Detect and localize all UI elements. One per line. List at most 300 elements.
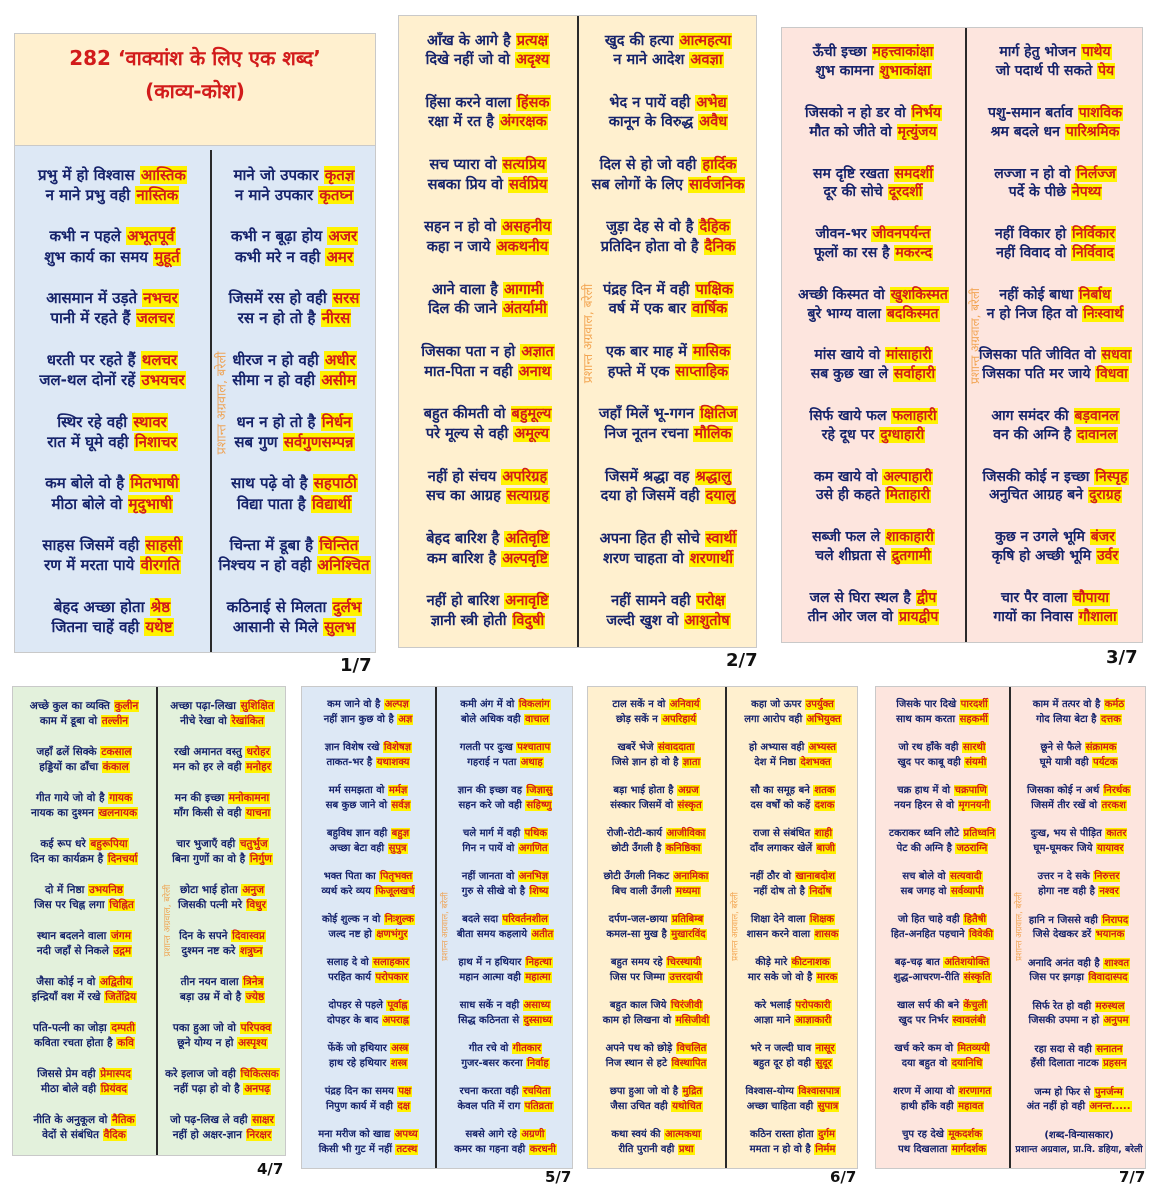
verse-line (174, 1082, 271, 1097)
verse-line (1033, 1000, 1126, 1015)
line-text: निज नूतन रचना (604, 425, 694, 442)
verse-line (51, 617, 173, 637)
verse-line (810, 589, 938, 608)
verse-line (824, 183, 924, 202)
line-text: छोटी उँगली निकट (603, 871, 673, 882)
verse-line (813, 43, 934, 62)
line-text: आज्ञा माने (753, 1014, 795, 1026)
verse-pair (729, 956, 857, 985)
line-text: गुरु से सीखे वो है (461, 885, 529, 897)
verse-line (39, 760, 130, 775)
verse-line (995, 528, 1116, 547)
highlighted-word: श्रेष्ठ (150, 597, 171, 616)
verse-line (328, 999, 408, 1014)
verse-pair (969, 468, 1142, 506)
highlighted-word: निर्वाह (527, 1057, 549, 1069)
verse-line (42, 1128, 127, 1143)
line-text: जो पदार्थ पी सकते (995, 63, 1098, 80)
verse-line (329, 928, 409, 943)
verse-pair (729, 1128, 857, 1157)
verse-pair (784, 225, 963, 263)
line-text: बड़ा उम्र में वो है (179, 991, 245, 1003)
highlighted-word: क्षितिज (700, 406, 738, 423)
verse-line (898, 756, 988, 771)
verse-pair (439, 784, 572, 813)
highlighted-word: प्रेमास्पद (100, 1067, 131, 1080)
line-text: अंत नहीं हो वही (1026, 1101, 1089, 1113)
verse-line (1033, 698, 1125, 713)
line-text: सिद्ध कठिनता से (458, 1014, 523, 1026)
verse-line (460, 698, 550, 713)
verse-line (755, 956, 830, 971)
line-text: छूने से फैले (1040, 742, 1085, 754)
line-text: पेट की अग्नि है (896, 842, 956, 854)
highlighted-word: देशभक्त (800, 756, 831, 768)
verse-pair (878, 870, 1007, 899)
highlighted-word: प्रियंवद (100, 1083, 127, 1095)
highlighted-word: निरुत्तर (1094, 871, 1120, 883)
verse-pair (15, 1021, 154, 1051)
highlighted-word: विवादास्पद (1088, 972, 1128, 984)
line-text: कमल-सा मुख है (606, 928, 671, 940)
line-text: कई रूप धरे (40, 837, 90, 850)
verse-line (322, 885, 416, 900)
verse-line (37, 929, 132, 944)
verse-line (1001, 589, 1110, 608)
verse-pair (304, 870, 433, 899)
line-text: दिन का कार्यक्रम है (30, 853, 107, 865)
line-text: हड्डियों का ढाँचा (39, 761, 102, 773)
highlighted-word: असाध्य (523, 1000, 551, 1011)
verse-line (982, 468, 1128, 487)
verse-line (816, 486, 931, 505)
verse-line (462, 842, 548, 857)
highlighted-word: मकरन्द (895, 245, 933, 262)
highlighted-word: पूर्वाह्न (387, 1000, 408, 1011)
verse-line (170, 699, 275, 714)
verse-line (237, 494, 352, 514)
line-text: अनुचित आग्रह बने (988, 487, 1088, 504)
line-text: हाथ में न हथियार (458, 957, 525, 968)
line-text: तीन ओर जल वो (807, 608, 898, 625)
verse-pair (214, 597, 375, 638)
line-text: धरती पर रहते हैं (46, 350, 141, 369)
highlighted-word: शिक्षक (809, 914, 835, 925)
highlighted-word: खलनायक (98, 807, 138, 819)
highlighted-word: तरकश (1101, 799, 1126, 811)
verse-pair (15, 975, 154, 1005)
verse-line (600, 530, 738, 550)
verse-pair (401, 32, 575, 71)
verse-line (751, 698, 835, 713)
line-text: कविता रचता होता है (34, 1037, 117, 1049)
line-text: गीत गाये जो वो है (35, 791, 109, 804)
verse-pair (590, 999, 723, 1028)
highlighted-word: पर्यटक (1093, 756, 1118, 768)
verse-line (37, 745, 133, 760)
highlighted-word: मसिजीवी (675, 1014, 710, 1026)
highlighted-word: मरुस्थल (1095, 1000, 1125, 1012)
highlighted-word: निरर्थक (1103, 785, 1131, 797)
line-text: जिसकी उपमा न हो (1028, 1015, 1103, 1027)
line-text: नहीं सामने वही (611, 593, 696, 610)
line-text: सम दृष्टि रखता (813, 165, 894, 182)
highlighted-word: दावानल (1077, 426, 1117, 443)
line-text: बुरे भाग्य वाला (807, 305, 886, 322)
line-text: काम में तत्पर वो है (1032, 699, 1104, 711)
line-text: होगा नष्ट वही है (1038, 885, 1099, 897)
line-text: अपने पथ को छोड़े (605, 1043, 676, 1054)
verse-line (44, 555, 181, 575)
highlighted-word: दिवास्वप्न (232, 929, 265, 942)
highlighted-word: अगणित (518, 842, 548, 854)
line-text: जितना चाहें वही (51, 618, 145, 637)
verse-pair (439, 1042, 572, 1071)
verse-pair (401, 94, 575, 133)
highlighted-word: प्रत्यक्ष (516, 32, 548, 49)
highlighted-word: सुपात्र (817, 1100, 839, 1112)
highlighted-word: नास्तिक (136, 185, 179, 204)
verse-pair (1013, 784, 1145, 813)
highlighted-word: पथिक (524, 828, 548, 839)
verse-line (34, 898, 135, 913)
verse-pair (304, 784, 433, 813)
line-text: अपना हित ही सोचे (599, 530, 705, 547)
verse-line (893, 1085, 992, 1100)
line-text: नहीं विकार हो (995, 226, 1072, 243)
verse-line (1027, 784, 1131, 799)
verse-line (609, 94, 727, 114)
verse-line (38, 165, 187, 185)
author-credit: प्रशान्त अग्रवाल, बरेली (730, 891, 741, 961)
line-text: हित-अनहित पहचाने (891, 928, 968, 940)
verse-pair (401, 468, 575, 507)
verse-line (426, 51, 551, 71)
author-credit: प्रशान्त अग्रवाल, बरेली (162, 884, 173, 957)
highlighted-word: उत्तरदायी (669, 971, 703, 983)
verse-line (600, 156, 738, 176)
line-text: बदले सदा (462, 914, 502, 925)
verse-line (1034, 1086, 1123, 1101)
verse-pair (590, 870, 723, 899)
highlighted-word: परोपकार (375, 971, 408, 983)
verse-pair (17, 350, 208, 391)
verse-line (327, 827, 410, 842)
verse-line (322, 913, 415, 928)
verse-pair (401, 343, 575, 382)
line-text: परहित कार्य (328, 971, 375, 983)
verse-line (815, 547, 931, 566)
verse-line (996, 62, 1115, 81)
line-text: रीति पुरानी वही (618, 1143, 678, 1155)
highlighted-word: अमूल्य (514, 425, 550, 442)
highlighted-word: परिवर्तनशील (502, 914, 548, 925)
line-text: आने वाला है (431, 281, 503, 298)
verse-line (32, 990, 137, 1005)
line-text: स्थिर रहे वही (57, 412, 133, 431)
line-text: पथ दिखलाता (898, 1143, 951, 1155)
verse-line (750, 1128, 836, 1143)
line-text: वेदों से संबंधित (42, 1129, 103, 1141)
right-column (1013, 691, 1145, 1164)
highlighted-word: अनुपम (1103, 1015, 1129, 1027)
highlighted-word: अपरिग्रह (502, 468, 548, 485)
highlighted-word: जितेंद्रिय (105, 991, 137, 1003)
line-text: छोटी उँगली है (611, 842, 665, 854)
line-text: गायों का निवास (993, 608, 1078, 625)
highlighted-word: पाक्षिक (695, 281, 733, 298)
line-text: उत्तर न दे सके (1037, 871, 1094, 883)
highlighted-word: मुहूर्त (154, 247, 180, 266)
line-text: दुःख, भय से पीड़ित (1030, 828, 1106, 840)
line-text: मर्म समझता वो (328, 785, 388, 796)
verse-line (1029, 914, 1129, 929)
highlighted-word: शासक (814, 928, 839, 940)
author-credit: प्रशान्त अग्रवाल, बरेली (440, 891, 451, 961)
verse-line (894, 799, 990, 814)
line-text: धीरज न हो वही (232, 350, 324, 369)
highlighted-word: शस्त्र (390, 1057, 408, 1069)
highlighted-word: अनावृष्टि (505, 593, 549, 610)
line-text: जिसका पति जीवित वो (978, 347, 1101, 364)
line-text: दोपहर से पहले (328, 1000, 387, 1011)
line-text: रचना करता वही (459, 1086, 523, 1097)
highlighted-word: आज्ञाकारी (795, 1014, 832, 1026)
verse-pair (401, 530, 575, 569)
line-text: बीता समय कहलाये (456, 928, 531, 940)
verse-pair (17, 535, 208, 576)
highlighted-word: प्रायद्वीप (898, 608, 939, 625)
line-text: जिसको न हो डर वो (804, 105, 911, 121)
verse-pair (15, 929, 154, 959)
verse-line (182, 944, 264, 959)
line-text: सहन न हो वो (424, 219, 502, 236)
highlighted-word: अभ्यस्त (808, 742, 836, 753)
line-text: छूने योग्य न हो (177, 1037, 238, 1049)
verse-line (749, 741, 837, 756)
highlighted-word: निर्विवाद (1072, 245, 1114, 262)
highlighted-word: सुदूर (815, 1057, 832, 1069)
highlighted-word: सत्यवादी (950, 871, 982, 882)
line-text: जिस पर जिम्मा (609, 971, 669, 983)
line-text: बिच वाली उँगली (611, 885, 675, 897)
highlighted-word: फिजूलखर्च (375, 885, 415, 897)
line-text: आग समंदर की (991, 407, 1074, 424)
line-text: पंद्रह दिन में वही (603, 281, 695, 298)
highlighted-word: शाश्वत (1104, 957, 1130, 969)
line-text: खुद पर काबू वही (897, 756, 965, 768)
highlighted-word: अस्पृश्य (238, 1037, 267, 1049)
verse-line (611, 592, 726, 612)
verse-pair (878, 827, 1007, 856)
verse-line (747, 928, 840, 943)
line-text: कम खाये वो (813, 468, 883, 485)
line-text: सब लोगों के लिए (591, 176, 689, 193)
highlighted-word: अपथ्य (394, 1129, 418, 1140)
verse-line (991, 123, 1121, 142)
highlighted-word: नीरस (321, 309, 351, 328)
verse-line (1034, 842, 1125, 857)
verse-pair (401, 156, 575, 195)
line-text: चले मार्ग में वही (462, 828, 524, 839)
verse-line (319, 1143, 419, 1158)
verse-line (424, 363, 552, 383)
verse-pair (581, 32, 756, 71)
line-text: सिर्फ रेत हो वही (1032, 1000, 1095, 1012)
line-text: शुद्ध-आचरण-रीति (893, 971, 963, 983)
highlighted-word: असीम (321, 371, 356, 390)
highlighted-word: शिष्य (529, 885, 549, 897)
verse-line (181, 975, 265, 990)
line-text: व्यर्थ करे व्यय (321, 885, 375, 897)
verse-line (750, 784, 835, 799)
highlighted-word: संक्रामक (1085, 742, 1117, 754)
highlighted-word: पुनर्जन्म (1094, 1086, 1123, 1098)
line-text: मन की इच्छा (174, 791, 228, 804)
line-text: प्रशान्त अग्रवाल, प्रा.वि. डहिया, बरेली (1015, 1144, 1143, 1156)
verse-line (33, 1113, 135, 1128)
highlighted-word: विश्वासपात्र (798, 1086, 840, 1097)
highlighted-word: यथोचित (672, 1100, 702, 1112)
verse-pair (1013, 1000, 1145, 1029)
verse-line (748, 971, 838, 986)
line-text: नहीं ठौर वो (750, 871, 795, 882)
line-text: जिस पर चिह्न लगा (34, 899, 109, 911)
line-text: खुद की हत्या (604, 32, 679, 49)
highlighted-word: प्रतिबिम्ब (671, 914, 704, 925)
line-text: घूमे यात्री वही (1039, 756, 1093, 768)
verse-pair (878, 784, 1007, 813)
highlighted-word: आजीविका (666, 828, 706, 839)
highlighted-word: नश्वर (1099, 885, 1119, 897)
line-text: कठिनाई से मिलता (226, 597, 332, 616)
line-text: नहीं कोई बाधा (999, 286, 1078, 303)
line-text: निज स्थान से हटे (605, 1057, 671, 1069)
line-text: पानी में रहते हैं (50, 309, 136, 328)
highlighted-word: क्षणभंगुर (376, 928, 408, 940)
highlighted-word: अतीत (531, 928, 554, 940)
verse-line (428, 468, 548, 488)
highlighted-word: मुद्रित (682, 1086, 703, 1097)
highlighted-word: सर्वाहारी (893, 366, 936, 383)
highlighted-word: शतक (814, 785, 835, 796)
highlighted-word: अदृश्य (515, 52, 550, 69)
verse-pair (878, 1128, 1007, 1157)
highlighted-word: कनिष्ठिका (665, 842, 701, 854)
line-text: सच बोले वो (902, 871, 950, 882)
verse-pair (784, 346, 963, 384)
line-text: जल्दी खुश वो (606, 612, 684, 629)
line-text: जल-थल दोनों रहें (39, 371, 141, 390)
highlighted-word: याचना (246, 807, 271, 819)
line-text: बहुत काल जिये (609, 1000, 670, 1011)
highlighted-word: हार्दिक (702, 157, 737, 174)
highlighted-word: चिरस्थायी (667, 957, 702, 968)
highlighted-word: रचयिता (523, 1086, 551, 1097)
verse-pair (15, 883, 154, 913)
page-card-2 (398, 15, 757, 648)
line-text: चार भुजाएँ वही (176, 837, 239, 850)
highlighted-word: सार्वजनिक (689, 176, 745, 193)
line-text: अनादि अनंत वही है (1027, 957, 1104, 969)
verse-pair (15, 1113, 154, 1143)
verse-line (235, 247, 354, 267)
verse-line (47, 432, 177, 452)
highlighted-word: सत्याग्रह (506, 488, 549, 505)
line-text: सच का आग्रह (426, 488, 506, 505)
line-text: कुछ न उगले भूमि (995, 529, 1090, 546)
highlighted-word: दयानिधि (951, 1057, 983, 1069)
line-text: सीमा न हो वही (232, 371, 321, 390)
line-text: मना मरीज को खाद्य (318, 1129, 394, 1140)
verse-line (606, 612, 730, 632)
verse-line (458, 784, 554, 799)
verse-line (179, 929, 266, 944)
verse-line (750, 870, 836, 885)
line-text: फेंकें जो हथियार (327, 1043, 391, 1054)
highlighted-word: ज्ञाता (682, 756, 701, 768)
left-column (878, 691, 1007, 1164)
verse-line (899, 741, 987, 756)
highlighted-word: अल्पाहारी (883, 468, 933, 485)
line-text: शिक्षा देने वाला (750, 914, 809, 925)
highlighted-word: निःस्वार्थ (1083, 305, 1124, 322)
page-title: 282 ‘वाक्यांश के लिए एक शब्द’ (69, 46, 321, 70)
line-text: पका हुआ जो वो (172, 1021, 240, 1034)
verse-line (1028, 957, 1130, 972)
line-text: काम में डूबा वो (39, 715, 101, 727)
highlighted-word: सर्वज्ञ (391, 799, 411, 811)
line-text: जहाँ मिलें भू-गगन (598, 406, 700, 423)
line-text: जैसा उचित वही (610, 1100, 672, 1112)
verse-pair (581, 530, 756, 569)
verse-pair (304, 698, 433, 727)
verse-line (744, 713, 842, 728)
highlighted-word: आत्महत्या (679, 32, 732, 49)
verse-line (227, 597, 363, 617)
line-text: दो में निष्ठा (45, 883, 89, 896)
verse-pair (214, 226, 375, 267)
highlighted-word: दत्तक (1100, 713, 1121, 725)
highlighted-word: कुलीन (114, 699, 139, 712)
verse-line (427, 238, 549, 258)
highlighted-word: सलाहकार (373, 957, 410, 968)
verse-pair (15, 791, 154, 821)
line-text: कम बारिश है (426, 550, 502, 567)
verse-pair (729, 1085, 857, 1114)
page-number: 1/7 (340, 655, 372, 676)
line-text: न माने उपकार (234, 185, 319, 204)
verse-line (421, 343, 555, 363)
line-text: मार्ग हेतु भोजन (999, 44, 1081, 61)
line-text: जिसमें तीर रखें वो (1031, 799, 1101, 811)
verse-line (327, 698, 410, 713)
line-text: नीचे रेखा वो (180, 715, 231, 727)
verse-pair (729, 698, 857, 727)
line-text: सब जगह वो (900, 885, 951, 897)
verse-pair (590, 1128, 723, 1157)
highlighted-word: बहुरूपिया (90, 837, 128, 850)
line-text: नहीं जानता वो (461, 871, 518, 882)
line-text: दिल से हो जो वही (599, 157, 702, 174)
line-text: सब कुछ खा ले (810, 366, 893, 383)
verse-line (611, 1128, 701, 1143)
verse-pair (729, 827, 857, 856)
line-text: आँख के आगे है (427, 32, 516, 49)
verse-line (174, 745, 271, 760)
line-text: शरण में आया वो (893, 1086, 958, 1097)
highlighted-word: निःशुल्क (384, 914, 414, 925)
